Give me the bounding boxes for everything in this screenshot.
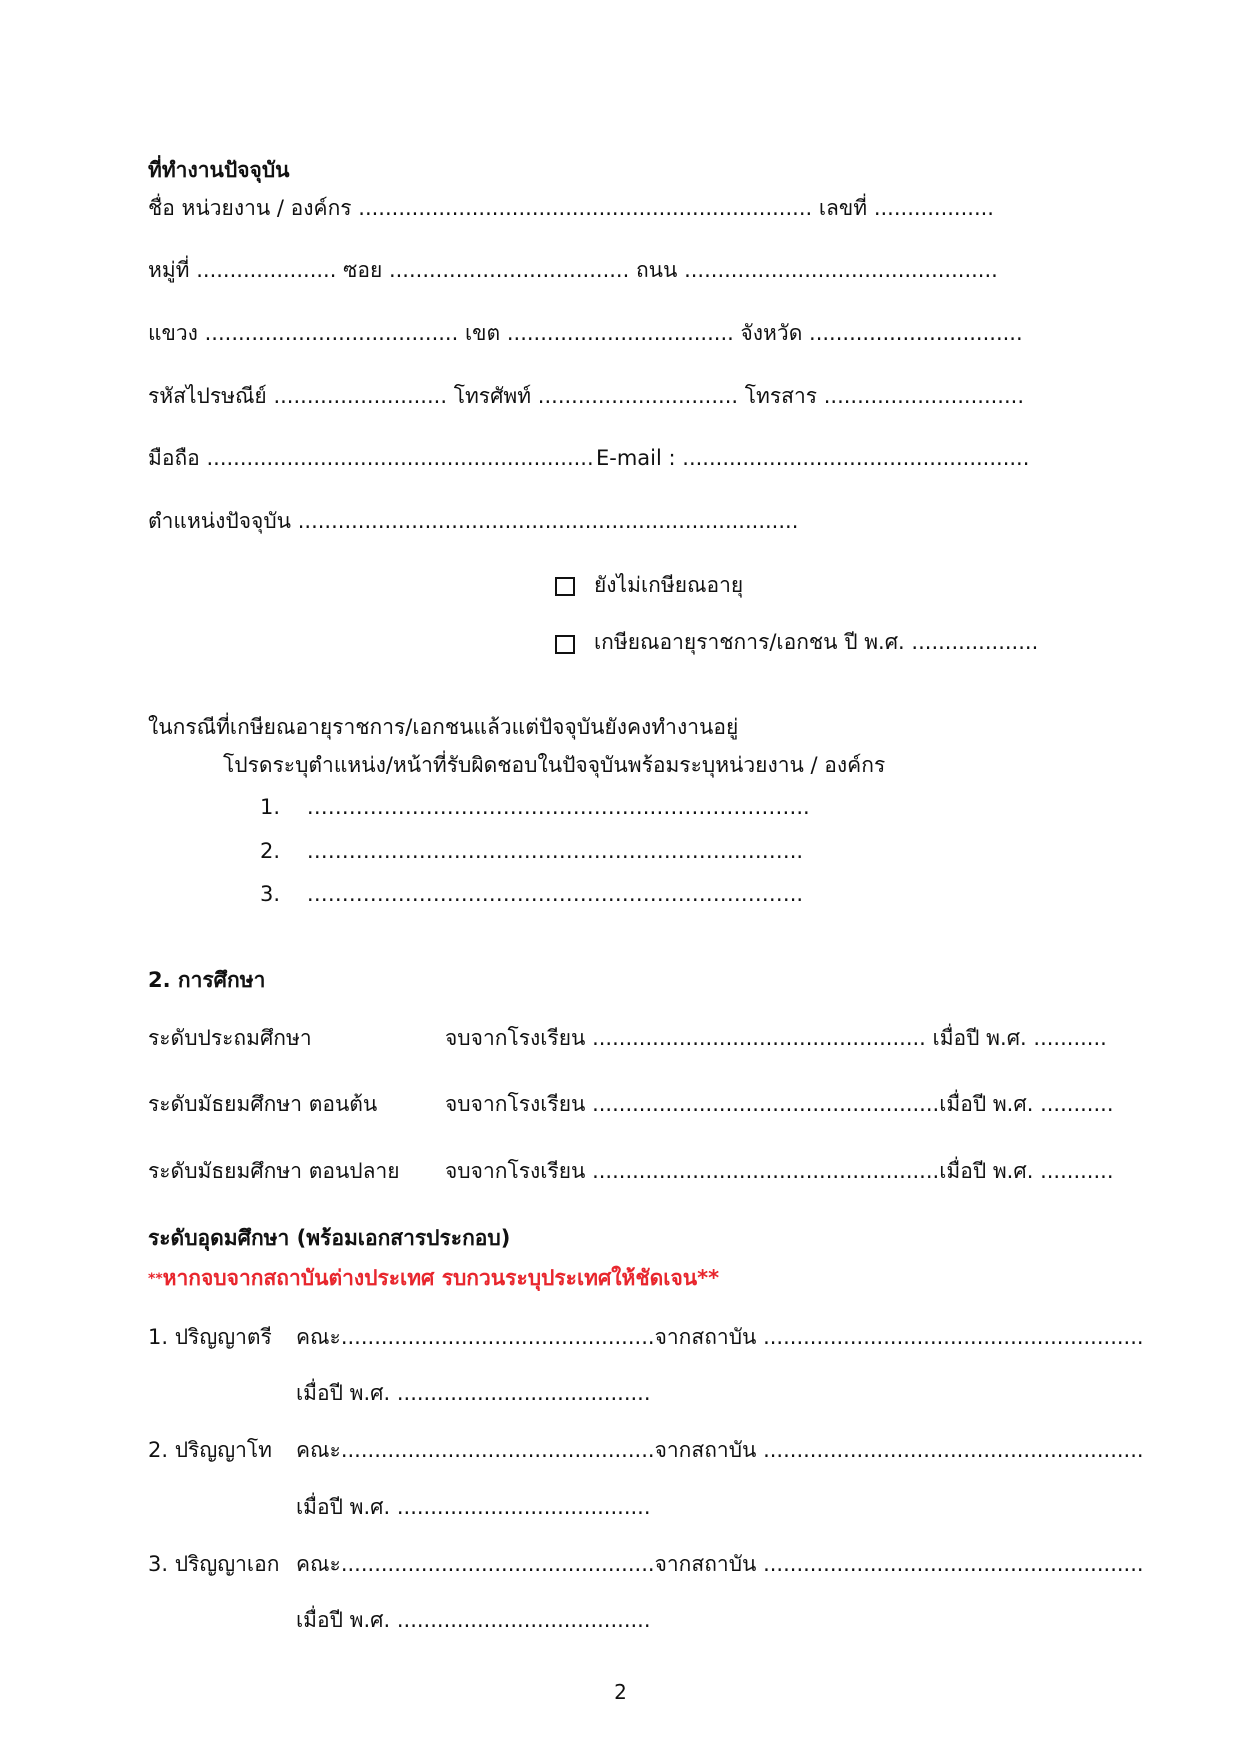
retired-item-field[interactable]: ………………………………………….………………….. <box>306 795 810 819</box>
year-field[interactable]: ...................................... <box>396 1608 651 1632</box>
email-field[interactable]: .................................................... <box>682 446 1030 470</box>
foreign-institution-note <box>148 1264 719 1293</box>
school-row-lower-secondary-fields <box>445 1090 1114 1118</box>
year-field[interactable]: ...................................... <box>396 1381 651 1405</box>
retired-item-number: 3. <box>260 882 281 906</box>
postcode-field[interactable]: .......................... <box>273 384 447 408</box>
institution-field[interactable]: ......................................................... <box>763 1438 1144 1462</box>
road-label: ถนน <box>635 258 678 282</box>
degree-bachelor-label: 1. ปริญญาตรี <box>148 1325 272 1349</box>
year-field[interactable]: ........... <box>1040 1159 1114 1183</box>
school-field[interactable]: .................................................. <box>592 1026 926 1050</box>
school-label: จบจากโรงเรียน <box>445 1092 586 1116</box>
retired-item-field[interactable]: …………………………………………………………….. <box>306 882 804 906</box>
phone-label: โทรศัพท์ <box>453 384 532 408</box>
school-row-lower-secondary: ระดับมัธยมศึกษา ตอนต้น <box>148 1092 378 1116</box>
retired-item-field[interactable]: …………………………………………………………….. <box>306 839 804 863</box>
education-heading: 2. การศึกษา <box>148 968 266 992</box>
retired-item-1 <box>260 793 810 821</box>
khet-label: เขต <box>464 321 501 345</box>
phone-field[interactable]: .............................. <box>537 384 739 408</box>
school-label: จบจากโรงเรียน <box>445 1159 586 1183</box>
khet-field[interactable]: .................................. <box>506 321 734 345</box>
year-field[interactable]: ...................................... <box>396 1495 651 1519</box>
degree-bachelor-fields <box>296 1323 1144 1351</box>
note-stars: ** <box>148 1271 163 1287</box>
institution-field[interactable]: ......................................................... <box>763 1552 1144 1576</box>
institution-field[interactable]: ......................................................... <box>763 1325 1144 1349</box>
year-label: เมื่อปี พ.ศ. <box>296 1608 391 1632</box>
year-field[interactable]: ........... <box>1040 1092 1114 1116</box>
degree-doctorate-fields <box>296 1550 1144 1578</box>
faculty-field[interactable]: ............................................... <box>340 1552 655 1576</box>
address-row-1 <box>148 256 998 284</box>
year-field[interactable]: ........... <box>1033 1026 1107 1050</box>
institution-label: จากสถาบัน <box>654 1325 757 1349</box>
higher-education-heading: ระดับอุดมศึกษา (พร้อมเอกสารประกอบ) <box>148 1226 511 1250</box>
school-label: จบจากโรงเรียน <box>445 1026 586 1050</box>
retired-checkbox[interactable] <box>555 635 575 654</box>
degree-doctorate-label: 3. ปริญญาเอก <box>148 1552 280 1576</box>
moo-label: หมู่ที่ <box>148 258 190 282</box>
school-row-upper-secondary: ระดับมัธยมศึกษา ตอนปลาย <box>148 1159 400 1183</box>
mobile-label: มือถือ <box>148 446 200 470</box>
road-field[interactable]: ............................................... <box>684 258 998 282</box>
province-field[interactable]: ................................ <box>809 321 1023 345</box>
year-label: เมื่อปี พ.ศ. <box>932 1026 1027 1050</box>
moo-field[interactable]: ..................... <box>196 258 337 282</box>
retired-note-line1: ในกรณีที่เกษียณอายุราชการ/เอกชนแล้วแต่ปัจจุบันยังคงทำงานอยู่ <box>148 715 739 739</box>
workplace-heading: ที่ทำงานปัจจุบัน <box>148 158 290 182</box>
note-text: หากจบจากสถาบันต่างประเทศ รบกวนระบุประเทศให้ชัดเจน** <box>162 1266 720 1290</box>
position-label: ตำแหน่งปัจจุบัน <box>148 509 292 533</box>
school-row-primary-fields <box>445 1024 1107 1052</box>
degree-master-fields <box>296 1436 1144 1464</box>
year-label: เมื่อปี พ.ศ. <box>296 1381 391 1405</box>
khwaeng-label: แขวง <box>148 321 198 345</box>
org-row <box>148 194 994 222</box>
school-row-upper-secondary-fields <box>445 1157 1114 1185</box>
retired-item-number: 2. <box>260 839 281 863</box>
retired-label: เกษียณอายุราชการ/เอกชน ปี พ.ศ. <box>594 630 905 654</box>
fax-label: โทรสาร <box>744 384 818 408</box>
mobile-field[interactable]: .......................................................... <box>206 446 594 470</box>
degree-master-year <box>296 1493 651 1521</box>
email-row <box>596 444 1029 472</box>
number-label: เลขที่ <box>818 196 868 220</box>
faculty-label: คณะ <box>296 1552 341 1576</box>
school-row-primary: ระดับประถมศึกษา <box>148 1026 312 1050</box>
org-field[interactable]: .................................................................... <box>358 196 813 220</box>
retired-year-field[interactable]: ................... <box>911 630 1039 654</box>
faculty-field[interactable]: ............................................... <box>340 1438 655 1462</box>
retired-item-2 <box>260 837 803 865</box>
faculty-label: คณะ <box>296 1325 341 1349</box>
degree-master-label: 2. ปริญญาโท <box>148 1438 273 1462</box>
mobile-row <box>148 444 594 472</box>
number-field[interactable]: .................. <box>873 196 994 220</box>
postcode-label: รหัสไปรษณีย์ <box>148 384 267 408</box>
year-label: เมื่อปี พ.ศ. <box>939 1159 1034 1183</box>
degree-bachelor-year <box>296 1379 651 1407</box>
institution-label: จากสถาบัน <box>654 1552 757 1576</box>
not-retired-checkbox[interactable] <box>555 577 575 596</box>
retired-note-line2: โปรดระบุตำแหน่ง/หน้าที่รับผิดชอบในปัจจุบันพร้อมระบุหน่วยงาน / องค์กร <box>223 753 886 777</box>
year-label: เมื่อปี พ.ศ. <box>939 1092 1034 1116</box>
position-field[interactable]: ........................................................................... <box>297 509 799 533</box>
school-field[interactable]: .................................................... <box>592 1092 940 1116</box>
org-label: ชื่อ หน่วยงาน / องค์กร <box>148 196 352 220</box>
khwaeng-field[interactable]: ...................................... <box>204 321 459 345</box>
soi-label: ซอย <box>343 258 383 282</box>
degree-doctorate-year <box>296 1606 651 1634</box>
faculty-label: คณะ <box>296 1438 341 1462</box>
retired-item-3 <box>260 880 803 908</box>
position-row <box>148 507 798 535</box>
school-field[interactable]: .................................................... <box>592 1159 940 1183</box>
not-retired-label: ยังไม่เกษียณอายุ <box>594 573 744 597</box>
faculty-field[interactable]: ............................................... <box>340 1325 655 1349</box>
retired-row <box>594 628 1038 656</box>
year-label: เมื่อปี พ.ศ. <box>296 1495 391 1519</box>
institution-label: จากสถาบัน <box>654 1438 757 1462</box>
page-number: 2 <box>614 1680 627 1704</box>
soi-field[interactable]: .................................... <box>388 258 630 282</box>
address-row-2 <box>148 319 1023 347</box>
fax-field[interactable]: .............................. <box>823 384 1024 408</box>
email-label: E-mail : <box>596 446 676 470</box>
retired-item-number: 1. <box>260 795 281 819</box>
province-label: จังหวัด <box>740 321 803 345</box>
contact-row <box>148 382 1024 410</box>
